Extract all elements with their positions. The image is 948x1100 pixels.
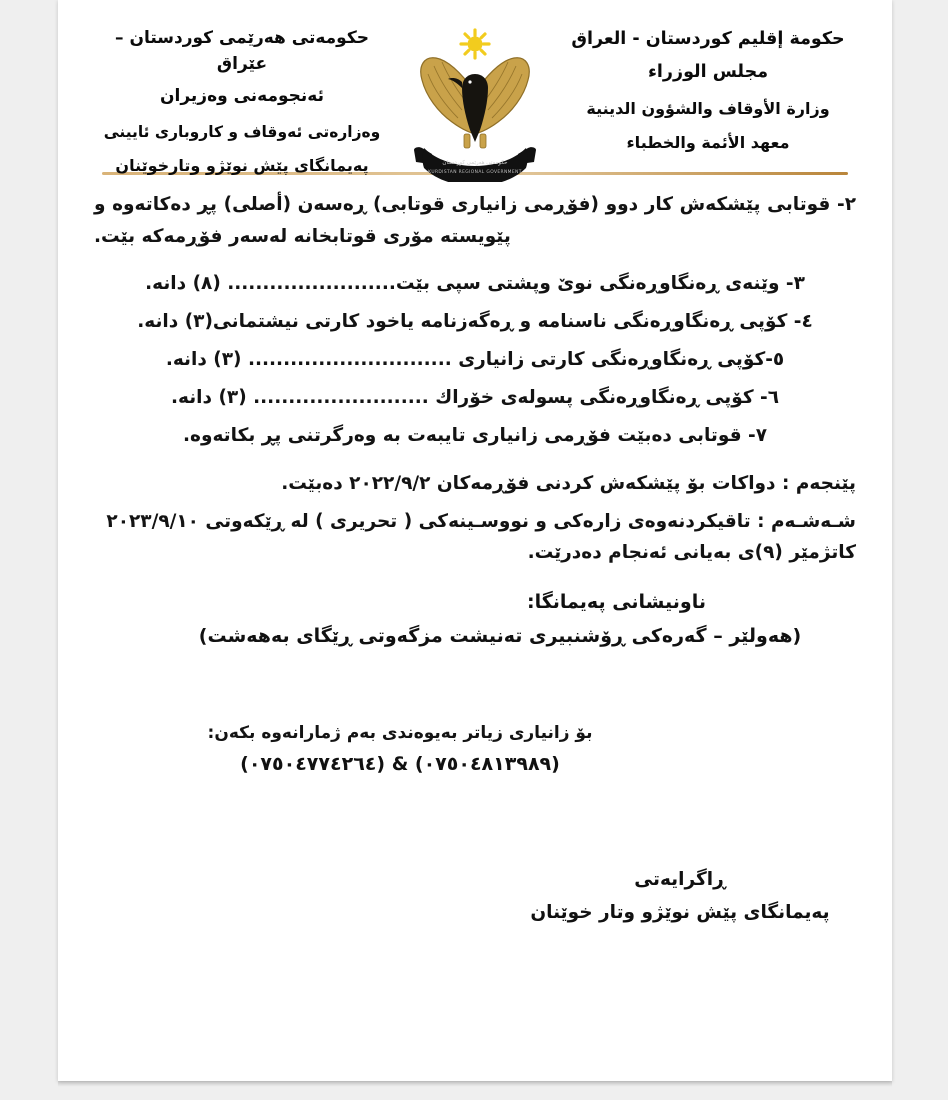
signature-organization: پەیمانگای پێش نوێژو وتار خوێنان (530, 901, 830, 923)
signature-block (94, 869, 856, 923)
clause-fifth-text: دواکات بۆ پێشکەش کردنی فۆڕمەکان ٢٠٢٢/٩/٢ دەبێت. (281, 473, 776, 495)
body-item-3: ٣- وێنەی ڕەنگاوڕەنگی نوێ وپشتی سپی بێت........................ (٨) دانە. (145, 272, 805, 294)
clause-sixth-label: شـەشـەم : (757, 510, 856, 532)
clause-sixth-text: تاقیکردنەوەی زارەکی و نووسـینەکی ( تحریری ) لە ڕێکەوتی ٢٠٢٣/٩/١٠ کاتژمێر (٩)ی بەیانی ئەنجام دەدرێت. (106, 510, 856, 564)
contact-phone-numbers: (٠٧٥٠٤٨١٣٩٨٩) & (٠٧٥٠٤٧٧٤٢٦٤) (240, 752, 560, 775)
arabic-council-line: مجلس الوزراء (647, 62, 769, 83)
body-item-5: ٥-کۆپی ڕەنگاوڕەنگی کارتی زانیاری ............................. (٣) دانە. (165, 348, 785, 370)
letterhead-arabic-block (558, 26, 858, 155)
body-item-4: ٤- کۆپی ڕەنگاوڕەنگی ناسنامە و ڕەگەزنامە یاخود کارتی نیشتمانی(٣) دانە. (137, 310, 813, 332)
kurdish-gov-line: حکومەتی هەرێمی کوردستان – عێراق (115, 28, 369, 74)
document-body (58, 175, 892, 923)
kurdish-council-line: ئەنجومەنی وەزیران (159, 86, 324, 106)
krg-emblem-icon (400, 22, 550, 182)
clause-fifth-label: پێنجەم : (782, 473, 856, 495)
kurdish-ministry-line: وەزارەتی ئەوقاف و کاروباری ئایینی (103, 122, 381, 141)
arabic-gov-line: حكومة إقليم كوردستان - العراق (571, 29, 845, 49)
body-item-6: ٦- کۆپی ڕەنگاوڕەنگی پسولەی خۆراك ......................... (٣) دانە. (170, 386, 779, 408)
clause-fifth (94, 468, 856, 499)
sun-icon (461, 30, 489, 58)
page-bottom-shadow (58, 1081, 892, 1087)
eagle-body (462, 74, 488, 142)
letterhead (58, 0, 892, 175)
body-item-7: ٧- قوتابی دەبێت فۆڕمی زانیاری تایبەت بە وەرگرتنی پڕ بکاتەوە. (183, 424, 767, 446)
clause-sixth (94, 506, 856, 569)
arabic-ministry-line: وزارة الأوقاف والشؤون الدينية (586, 98, 830, 118)
document-page (58, 0, 892, 1081)
signature-role: ڕاگرایەتی (634, 868, 726, 890)
contact-lead-text: بۆ زانیاری زیاتر بەیوەندی بەم ژمارانەوە بکەن: (207, 722, 593, 743)
arabic-institute-line: معهد الأئمة والخطباء (626, 132, 790, 152)
emblem-banner (414, 147, 536, 182)
letterhead-kurdish-block (92, 26, 392, 178)
eagle-eye (468, 80, 471, 83)
svg-text:حکومه‌تی هه‌رێمی کوردستان: حکومه‌تی هه‌رێمی کوردستان (442, 160, 508, 166)
svg-text:KURDISTAN REGIONAL GOVERNMENT: KURDISTAN REGIONAL GOVERNMENT (428, 170, 522, 175)
address-value: (هەولێر – گەرەکی ڕۆشنبیری تەنیشت مزگەوتی ڕێگای بەهەشت) (198, 624, 802, 647)
address-title: ناونیشانی پەیمانگا: (527, 590, 706, 613)
kurdish-institute-line: پەیمانگای پێش نوێژو وتارخوێنان (115, 155, 369, 175)
body-item-2: ٢- قوتابی پێشکەش کار دوو (فۆڕمی زانیاری قوتابی) ڕەسەن (أصلی) پڕ دەکاتەوە و پێویستە مۆری قوتابخانە لەسەر فۆڕمەکە بێت. (94, 194, 856, 247)
